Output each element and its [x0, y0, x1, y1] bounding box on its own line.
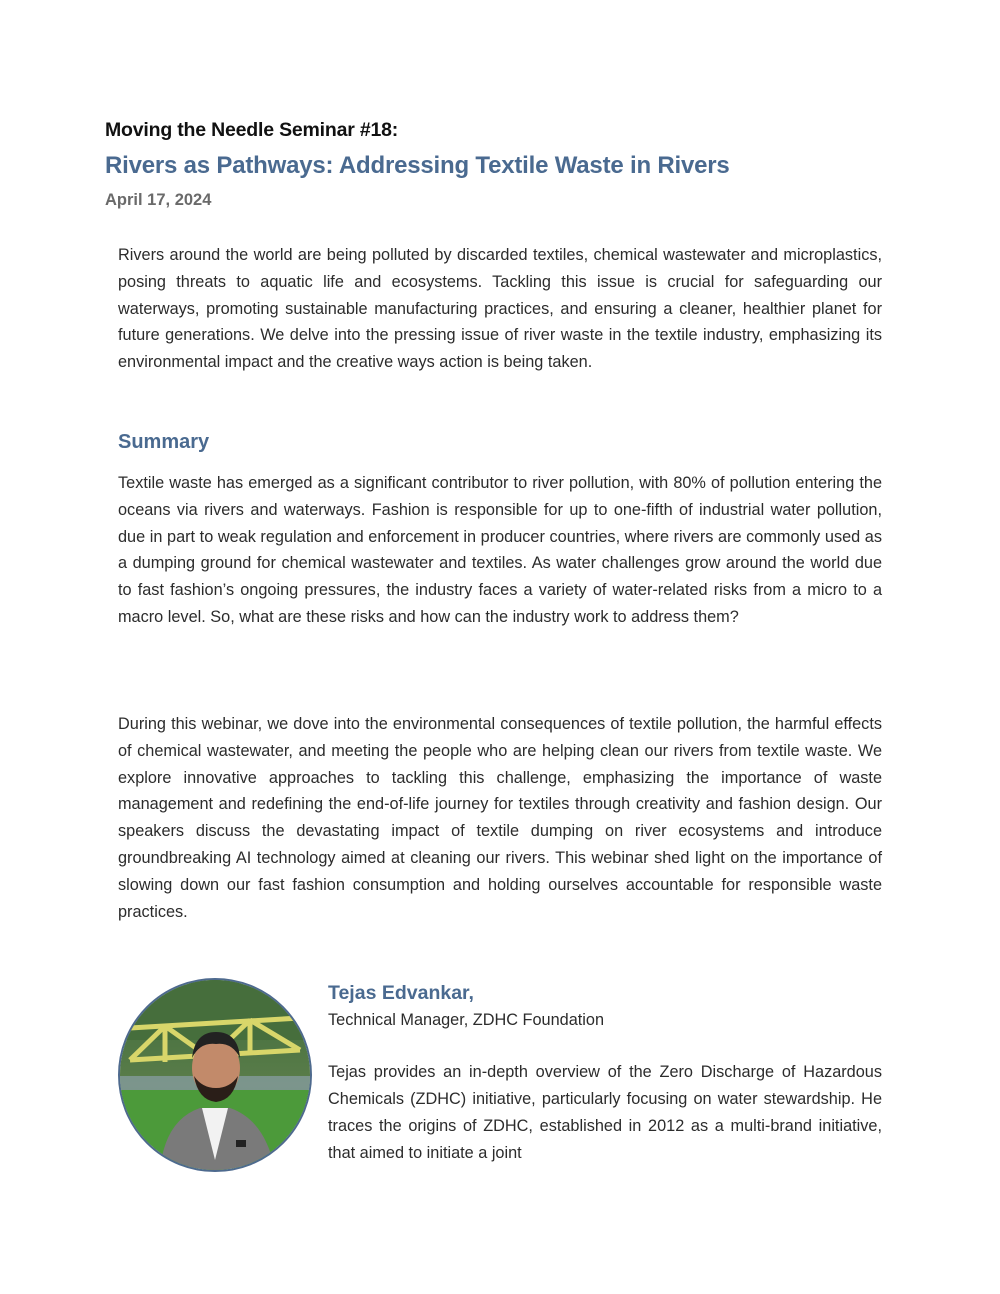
intro-paragraph: Rivers around the world are being polluted by discarded textiles, chemical wastewater and microplastics, posing threats to aquatic life and ecosystems. Tackling this issue is crucial for safeguarding our waterways, promoting sustainable manufacturing practices, and ensuring a cleaner, healthier planet for future generations. We delve into the pressing issue of river waste in the textile industry, emphasizing its environmental impact and the creative ways action is being taken. — [118, 246, 882, 372]
speaker-role: Technical Manager, ZDHC Foundation — [328, 1011, 605, 1029]
page-title: Rivers as Pathways: Addressing Textile Waste in Rivers — [105, 152, 730, 179]
event-date: April 17, 2024 — [105, 191, 212, 209]
speaker-name: Tejas Edvankar, — [328, 982, 474, 1004]
seminar-kicker: Moving the Needle Seminar #18: — [105, 119, 399, 141]
speaker-portrait-image — [120, 980, 310, 1170]
summary-heading: Summary — [118, 431, 210, 453]
speaker-bio: Tejas provides an in-depth overview of the Zero Discharge of Hazardous Chemicals (ZDHC) initiative, particularly focusing on water stewardship. He traces the origins of ZDHC, established in 2012 as a multi-brand initiative, that aimed to initiate a joint — [328, 1063, 882, 1162]
summary-paragraph-1: Textile waste has emerged as a significant contributor to river pollution, with 80% of pollution entering the oceans via rivers and waterways. Fashion is responsible for up to one-fifth of industrial water pollution, due in part to weak regulation and enforcement in producer countries, where rivers are commonly used as a dumping ground for chemical wastewater and textiles. As water challenges grow around the world due to fast fashion’s ongoing pressures, the industry faces a variety of water-related risks from a micro to a macro level. So, what are these risks and how can the industry work to address them? — [118, 474, 882, 626]
summary-paragraph-2: During this webinar, we dove into the environmental consequences of textile pollution, the harmful effects of chemical wastewater, and meeting the people who are helping clean our rivers from textile waste. We explore innovative approaches to tackling this challenge, emphasizing the importance of waste management and redefining the end-of-life journey for textiles through creativity and fashion design. Our speakers discuss the devastating impact of textile dumping on river ecosystems and introduce groundbreaking AI technology aimed at cleaning our rivers. This webinar shed light on the importance of slowing down our fast fashion consumption and holding ourselves accountable for responsible waste practices. — [118, 715, 882, 921]
speaker-photo — [118, 978, 312, 1172]
